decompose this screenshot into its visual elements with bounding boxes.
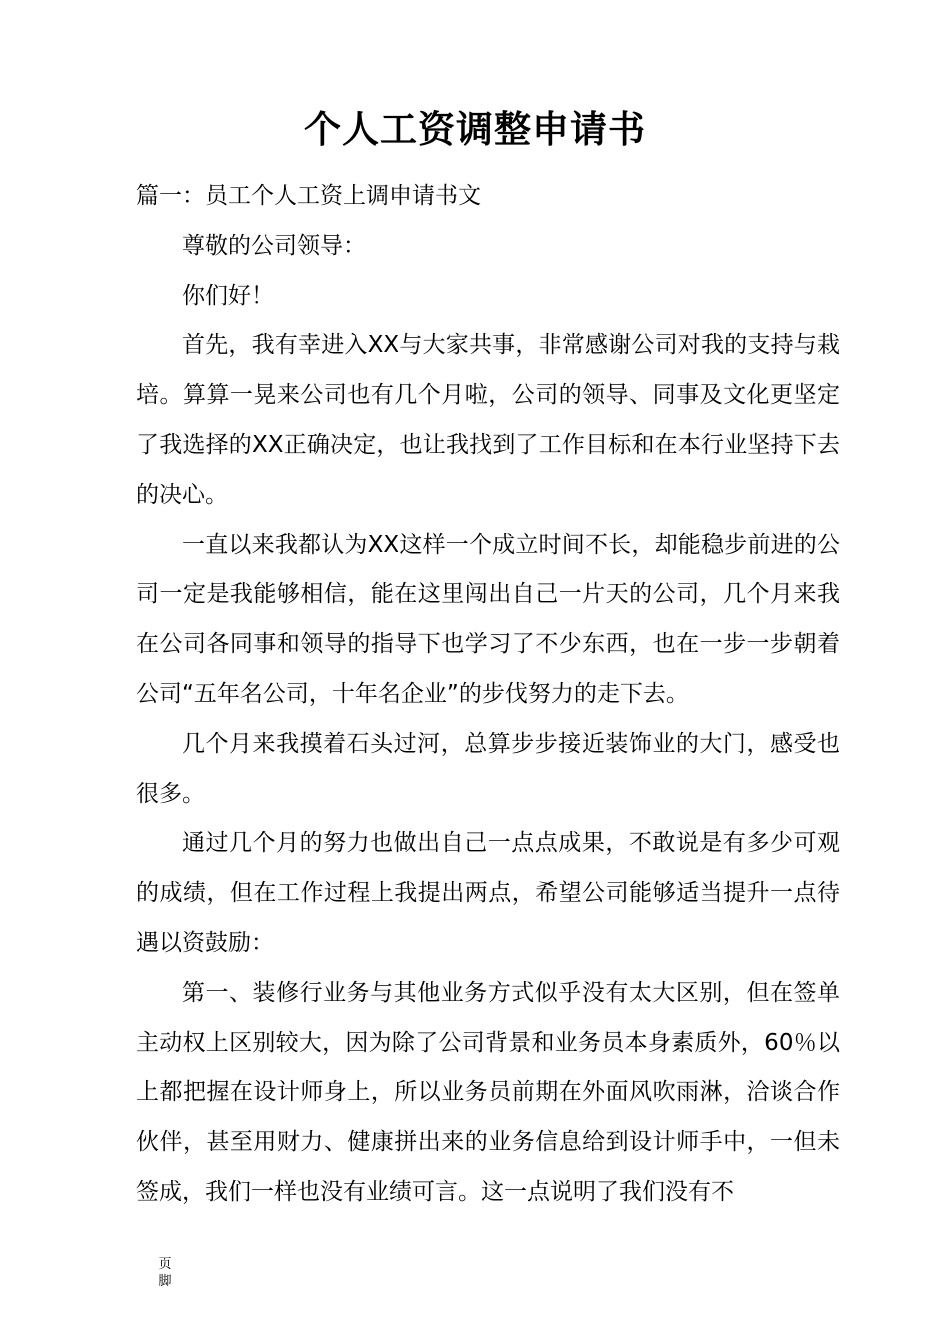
greeting: 你们好！	[182, 282, 274, 309]
body-paragraph: 第一、装修行业务与其他业务方式似乎没有太大区别，但在签单主动权上区别较大，因为除了公司背景和业务员本身素质外，60％以上都把握在设计师身上，所以业务员前期在外面风吹雨淋，洽谈合作伙伴，甚至用财力、健康拼出来的业务信息给到设计师手中，一但未签成，我们一样也没有业绩可言。这一点说明了我们没有不	[136, 979, 840, 1205]
body-paragraph: 一直以来我都认为XX这样一个成立时间不长，却能稳步前进的公司一定是我能够相信，能在这里闯出自己一片天的公司，几个月来我在公司各同事和领导的指导下也学习了不少东西，也在一步一步朝着公司“五年名公司，十年名企业”的步伐努力的走下去。	[136, 531, 840, 707]
section-heading: 篇一：员工个人工资上调申请书文	[136, 183, 481, 209]
body-paragraph: 首先，我有幸进入XX与大家共事，非常感谢公司对我的支持与栽培。算算一晃来公司也有几个月啦，公司的领导、同事及文化更坚定了我选择的XX正确决定，也让我找到了工作目标和在本行业坚持下去的决心。	[136, 332, 840, 508]
document-title: 个人工资调整申请书	[304, 108, 646, 151]
document-body	[136, 172, 840, 1218]
body-paragraph: 几个月来我摸着石头过河，总算步步接近装饰业的大门，感受也很多。	[136, 730, 840, 807]
page-footer: 页脚	[158, 1257, 172, 1289]
body-paragraph: 通过几个月的努力也做出自己一点点成果，不敢说是有多少可观的成绩，但在工作过程上我提出两点，希望公司能够适当提升一点待遇以资鼓励：	[136, 830, 840, 956]
salutation: 尊敬的公司领导：	[182, 232, 366, 259]
